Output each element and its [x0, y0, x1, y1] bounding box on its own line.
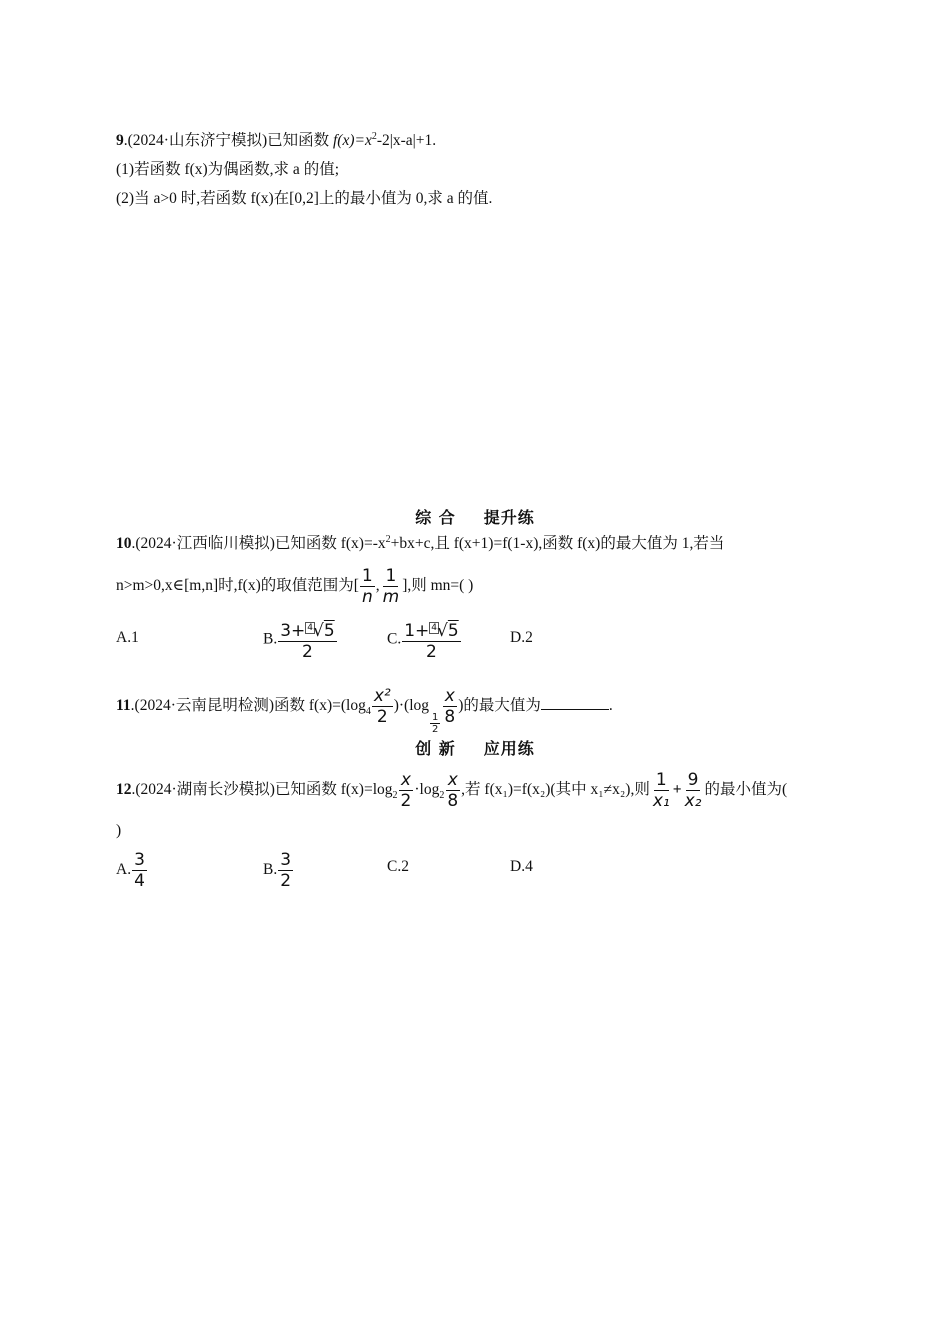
q12-text-mid: ·log [414, 781, 440, 799]
q12-frac-9-over-x2: $\frac{9}{\text{x₂}}$ [684, 770, 702, 811]
q11-text-a: .(2024·云南昆明检测)函数 f(x)=(log [130, 697, 366, 715]
q12-stem [116, 770, 787, 811]
q10-number: 10 [116, 535, 132, 552]
section2-right: 应用练 [483, 739, 535, 758]
q12-log-base-1: 2 [392, 790, 398, 802]
q9-stem [116, 131, 436, 151]
q10-answer-paren: ],则 mn=( ) [402, 577, 474, 595]
q11-log-base-half: $\frac{1}{2}$ [432, 712, 439, 736]
q10-stem-line2 [116, 566, 473, 607]
q12-frac-1-over-x1: $\frac{1}{\text{x₁}}$ [652, 770, 670, 811]
q10-frac-1-over-n: $\frac{1}{n}$ [361, 566, 373, 607]
section1-left: 综 合 [415, 508, 456, 527]
q9-exponent: 2 [371, 130, 377, 142]
section-heading-innovation [0, 736, 950, 759]
q12-option-b-frac: $\frac{3}{2}$ [280, 850, 292, 891]
q10-comma: , [375, 577, 380, 595]
q11-end: . [608, 697, 613, 715]
q10-option-d: D.2 [510, 629, 533, 646]
q10-option-b [263, 618, 338, 662]
q12-frac-x-over-2: $\frac{x}{2}$ [400, 770, 412, 811]
q10-text-b: +bx+c,且 f(x+1)=f(1-x),函数 f(x)的最大值为 1,若当 [390, 535, 725, 552]
q10-stem-line1 [116, 534, 724, 554]
q12-log-base-2: 2 [439, 790, 445, 802]
q11-number: 11 [116, 697, 131, 715]
q10-option-b-label: B. [263, 630, 278, 648]
q12-text-c: 的最小值为( [704, 781, 788, 799]
q9-function: f(x)=x [333, 132, 372, 149]
q10-option-a: A.1 [116, 629, 139, 646]
q9-source: .(2024·山东济宁模拟)已知函数 [123, 132, 330, 149]
q12-option-b [263, 850, 294, 891]
q12-option-a [116, 850, 148, 891]
section2-left: 创 新 [415, 739, 456, 758]
q12-text-b: ,若 f(x₁)=f(x₂)(其中 x₁≠x₂),则 [461, 781, 650, 799]
q12-option-d: D.4 [510, 858, 533, 875]
q12-option-b-label: B. [263, 861, 278, 879]
q10-frac-1-over-m: $\frac{1}{m}$ [382, 566, 400, 607]
section1-right: 提升练 [483, 508, 535, 527]
q12-option-c: C.2 [387, 858, 409, 875]
q11-answer-blank[interactable] [541, 695, 609, 710]
q10-option-c-frac: $\frac{1+ ^4√5}{2}$ [402, 618, 460, 662]
q9-part2: (2)当 a>0 时,若函数 f(x)在[0,2]上的最小值为 0,求 a 的值. [116, 190, 493, 207]
q11-text-b: )的最大值为 [458, 697, 541, 715]
section-heading-comprehensive [0, 505, 950, 528]
q9-part1: (1)若函数 f(x)为偶函数,求 a 的值; [116, 161, 339, 178]
q11-stem [116, 686, 613, 735]
q11-log-base: 4 [365, 706, 371, 718]
q9-number: 9 [116, 132, 124, 149]
q10-text-a: .(2024·江西临川模拟)已知函数 f(x)=-x [131, 535, 386, 552]
q9-function-rest: -2|x-a|+1. [376, 132, 437, 149]
q11-text-mid: )·(log [393, 697, 430, 715]
q11-frac-x-over-8: $\frac{x}{8}$ [444, 686, 456, 727]
q12-text-a: .(2024·湖南长沙模拟)已知函数 f(x)=log [131, 781, 393, 799]
q12-option-a-frac: $\frac{3}{4}$ [134, 850, 145, 891]
q11-frac-x2-over-2: $\frac{\text{x²}}{2}$ [373, 686, 391, 727]
q10-exponent: 2 [385, 533, 391, 545]
q12-option-a-label: A. [116, 861, 132, 879]
q12-number: 12 [116, 781, 132, 799]
q10-range-text: n>m>0,x∈[m,n]时,f(x)的取值范围为[ [116, 577, 359, 595]
q12-plus: + [672, 781, 682, 799]
q10-option-c [387, 618, 462, 662]
q12-frac-x-over-8: $\frac{x}{8}$ [447, 770, 459, 811]
q10-option-c-label: C. [387, 630, 402, 648]
q10-option-b-frac: $\frac{3+ ^4√5}{2}$ [278, 618, 336, 662]
q12-close-paren: ) [116, 822, 122, 839]
